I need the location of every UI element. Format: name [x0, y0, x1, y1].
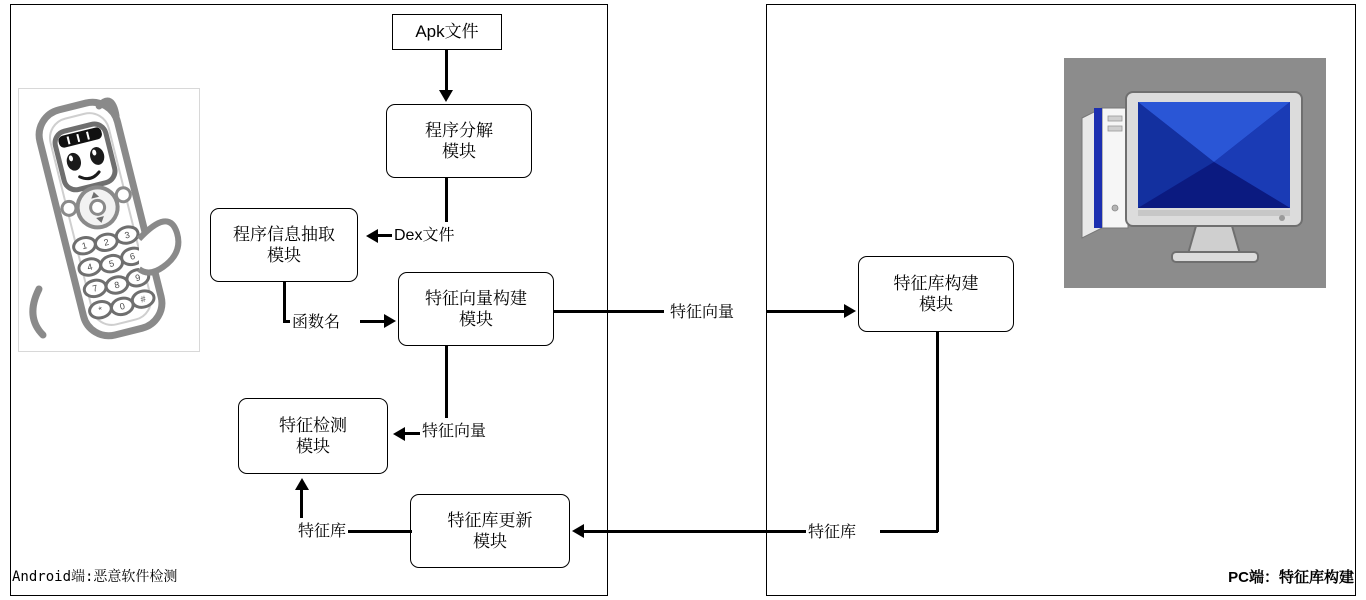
edge-vector-to-pc-a [554, 310, 664, 313]
svg-text:2: 2 [102, 236, 110, 248]
node-feature-vector-build-module-line2: 模块 [459, 310, 493, 329]
edge-label-feature-vector-detect: 特征向量 [420, 418, 488, 441]
node-apk-file[interactable] [392, 14, 502, 50]
svg-text:3: 3 [123, 229, 131, 241]
node-feature-lib-update-module-line1: 特征库更新 [447, 510, 533, 530]
node-program-info-extract-module-line2: 模块 [267, 246, 301, 265]
edge-label-feature-vector-pc: 特征向量 [668, 299, 736, 322]
svg-text:5: 5 [107, 258, 116, 270]
arrowhead-vector-to-detect [393, 427, 405, 441]
edge-label-feature-lib-detect: 特征库 [296, 518, 348, 541]
android-panel-caption: Android端:恶意软件检测 [12, 569, 178, 585]
node-feature-lib-build-module[interactable] [858, 256, 1014, 332]
arrowhead-featurelib-to-detect [295, 478, 309, 490]
edge-libbuild-down [936, 332, 939, 532]
svg-text:7: 7 [91, 282, 99, 294]
node-feature-vector-build-module-line1: 特征向量构建 [425, 288, 527, 308]
node-program-decompose-module-line1: 程序分解 [425, 120, 493, 140]
edge-funcname-to-vector [360, 320, 386, 323]
edge-label-function-name: 函数名 [290, 309, 342, 332]
edge-featurelib-left-a [880, 530, 938, 533]
node-feature-vector-build-module[interactable] [398, 272, 554, 346]
node-program-decompose-module[interactable] [386, 104, 532, 178]
arrowhead-apk-to-decompose [439, 90, 453, 102]
edge-label-feature-lib-pc: 特征库 [806, 519, 858, 542]
node-feature-detect-module-line2: 模块 [296, 437, 330, 456]
svg-text:1: 1 [80, 240, 89, 252]
arrowhead-vector-to-libbuild [844, 304, 856, 318]
node-program-info-extract-module-line1: 程序信息抽取 [233, 224, 335, 244]
node-feature-lib-build-module-line2: 模块 [919, 295, 953, 314]
node-program-info-extract-module[interactable] [210, 208, 358, 282]
svg-text:4: 4 [86, 261, 94, 273]
edge-extract-down [283, 282, 286, 322]
node-feature-lib-build-module-line1: 特征库构建 [893, 273, 979, 293]
edge-vector-to-pc-b [766, 310, 846, 313]
svg-text:9: 9 [134, 272, 142, 284]
pc-panel-caption: PC端：特征库构建 [1228, 569, 1354, 586]
node-feature-lib-update-module-line2: 模块 [473, 532, 507, 551]
svg-text:8: 8 [113, 279, 121, 291]
arrowhead-dex-to-extract [366, 229, 378, 243]
arrowhead-funcname-to-vector [384, 314, 396, 328]
svg-text:*: * [97, 304, 104, 316]
node-feature-detect-module-line1: 特征检测 [279, 415, 347, 435]
node-program-decompose-module-line2: 模块 [442, 142, 476, 161]
node-feature-lib-update-module[interactable] [410, 494, 570, 568]
edge-apk-to-decompose [445, 50, 448, 92]
desktop-computer-illustration-icon [1064, 58, 1326, 288]
arrowhead-featurelib-to-update [572, 524, 584, 538]
svg-text:#: # [139, 293, 147, 305]
svg-text:6: 6 [128, 250, 137, 262]
edge-label-dex-file: Dex文件 [392, 222, 456, 245]
svg-text:0: 0 [118, 300, 126, 312]
node-feature-detect-module[interactable] [238, 398, 388, 474]
phone-illustration-icon [18, 88, 200, 352]
node-apk-file-label: Apk文件 [415, 22, 479, 42]
edge-featurelib-left-b [584, 530, 806, 533]
